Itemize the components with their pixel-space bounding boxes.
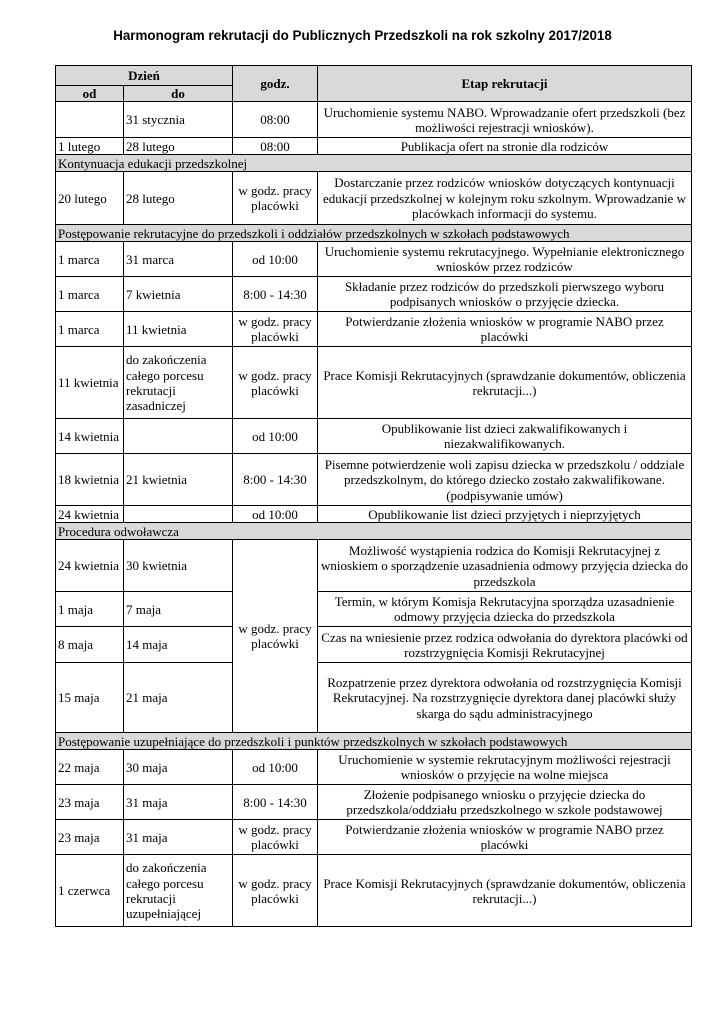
header-dzien: Dzień [56, 66, 233, 86]
cell-godz: 08:00 [233, 138, 318, 155]
cell-godz: od 10:00 [233, 750, 318, 785]
cell-godz-merged: w godz. pracy placówki [233, 540, 318, 733]
cell-do: 28 lutego [124, 138, 233, 155]
table-row [56, 419, 692, 454]
table-row [56, 540, 692, 592]
cell-godz: 8:00 - 14:30 [233, 454, 318, 506]
cell-od: 18 kwietnia [56, 454, 124, 506]
cell-od: 1 czerwca [56, 855, 124, 927]
cell-godz: w godz. pracy placówki [233, 312, 318, 347]
cell-do: 7 maja [124, 592, 233, 627]
section-title: Procedura odwoławcza [56, 523, 692, 540]
table-row [56, 242, 692, 277]
cell-godz: od 10:00 [233, 242, 318, 277]
cell-od: 14 kwietnia [56, 419, 124, 454]
cell-do: 31 stycznia [124, 102, 233, 138]
cell-do: 21 maja [124, 663, 233, 733]
table-row [56, 855, 692, 927]
cell-od: 24 kwietnia [56, 506, 124, 523]
cell-od: 8 maja [56, 627, 124, 663]
section-header [56, 523, 692, 540]
cell-do: 30 kwietnia [124, 540, 233, 592]
cell-etap: Uruchomienie systemu rekrutacyjnego. Wypełnianie elektronicznego wniosków przez rodziców [318, 242, 692, 277]
cell-od [56, 102, 124, 138]
cell-godz: od 10:00 [233, 506, 318, 523]
page-title: Harmonogram rekrutacji do Publicznych Przedszkoli na rok szkolny 2017/2018 [113, 28, 612, 43]
cell-do [124, 419, 233, 454]
table-row [56, 592, 692, 627]
cell-etap: Dostarczanie przez rodziców wniosków dotyczących kontynuacji edukacji przedszkolnej w kolejnym roku szkolnym. Wprowadzanie w placówkach informacji do systemu. [318, 172, 692, 225]
cell-od: 15 maja [56, 663, 124, 733]
cell-etap: Czas na wniesienie przez rodzica odwołania do dyrektora placówki od rozstrzygnięcia Komisji Rekrutacyjnej [318, 627, 692, 663]
cell-etap: Termin, w którym Komisja Rekrutacyjna sporządza uzasadnienie odmowy przyjęcia dziecka do przedszkola [318, 592, 692, 627]
cell-etap: Opublikowanie list dzieci zakwalifikowanych i niezakwalifikowanych. [318, 419, 692, 454]
cell-od: 23 maja [56, 820, 124, 855]
table-row [56, 820, 692, 855]
table-row [56, 312, 692, 347]
header-od: od [56, 86, 124, 102]
cell-do: 21 kwietnia [124, 454, 233, 506]
cell-etap: Prace Komisji Rekrutacyjnych (sprawdzanie dokumentów, obliczenia rekrutacji...) [318, 855, 692, 927]
cell-etap: Potwierdzanie złożenia wniosków w programie NABO przez placówki [318, 820, 692, 855]
cell-do: 30 maja [124, 750, 233, 785]
table-row [56, 627, 692, 663]
schedule-table [55, 65, 692, 927]
cell-od: 23 maja [56, 785, 124, 820]
table-row [56, 172, 692, 225]
cell-etap: Opublikowanie list dzieci przyjętych i nieprzyjętych [318, 506, 692, 523]
cell-od: 1 lutego [56, 138, 124, 155]
cell-do: 14 maja [124, 627, 233, 663]
cell-etap: Uruchomienie systemu NABO. Wprowadzanie ofert przedszkoli (bez możliwości rejestracji wniosków). [318, 102, 692, 138]
cell-do [124, 506, 233, 523]
table-row [56, 663, 692, 733]
header-do: do [124, 86, 233, 102]
cell-godz: w godz. pracy placówki [233, 855, 318, 927]
cell-godz: w godz. pracy placówki [233, 347, 318, 419]
header-row [56, 66, 692, 86]
cell-od: 1 marca [56, 242, 124, 277]
cell-od: 1 marca [56, 277, 124, 312]
cell-do: 7 kwietnia [124, 277, 233, 312]
cell-do: 28 lutego [124, 172, 233, 225]
cell-do: do zakończenia całego porcesu rekrutacji uzupełniającej [124, 855, 233, 927]
cell-godz: w godz. pracy placówki [233, 172, 318, 225]
cell-etap: Uruchomienie w systemie rekrutacyjnym możliwości rejestracji wniosków o przyjęcie na wolne miejsca [318, 750, 692, 785]
cell-do: do zakończenia całego porcesu rekrutacji zasadniczej [124, 347, 233, 419]
cell-etap: Możliwość wystąpienia rodzica do Komisji Rekrutacyjnej z wnioskiem o sporządzenie uzasadnienia odmowy przyjęcia dziecka do przedszkola [318, 540, 692, 592]
cell-godz: w godz. pracy placówki [233, 820, 318, 855]
section-header [56, 733, 692, 750]
table-row [56, 277, 692, 312]
cell-godz: 8:00 - 14:30 [233, 785, 318, 820]
cell-godz: 8:00 - 14:30 [233, 277, 318, 312]
table-row [56, 347, 692, 419]
section-title: Postępowanie uzupełniające do przedszkoli i punktów przedszkolnych w szkołach podstawowych [56, 733, 692, 750]
header-etap: Etap rekrutacji [318, 66, 692, 102]
table-row [56, 454, 692, 506]
cell-etap: Rozpatrzenie przez dyrektora odwołania od rozstrzygnięcia Komisji Rekrutacyjnej. Na rozstrzygnięcie dyrektora danej placówki służy skarga do sądu administracyjnego [318, 663, 692, 733]
cell-od: 11 kwietnia [56, 347, 124, 419]
cell-od: 24 kwietnia [56, 540, 124, 592]
section-header [56, 225, 692, 242]
cell-do: 11 kwietnia [124, 312, 233, 347]
cell-etap: Pisemne potwierdzenie woli zapisu dziecka w przedszkolu / oddziale przedszkolnym, do którego dziecko zostało zakwalifikowane. (podpisywanie umów) [318, 454, 692, 506]
cell-od: 1 maja [56, 592, 124, 627]
cell-godz: od 10:00 [233, 419, 318, 454]
cell-etap: Prace Komisji Rekrutacyjnych (sprawdzanie dokumentów, obliczenia rekrutacji...) [318, 347, 692, 419]
section-title: Postępowanie rekrutacyjne do przedszkoli i oddziałów przedszkolnych w szkołach podstawowych [56, 225, 692, 242]
cell-etap: Publikacja ofert na stronie dla rodziców [318, 138, 692, 155]
table-row [56, 102, 692, 138]
cell-do: 31 maja [124, 785, 233, 820]
cell-od: 20 lutego [56, 172, 124, 225]
table-row [56, 138, 692, 155]
table-row [56, 785, 692, 820]
section-header [56, 155, 692, 172]
table-row [56, 750, 692, 785]
header-godz: godz. [233, 66, 318, 102]
cell-od: 1 marca [56, 312, 124, 347]
cell-od: 22 maja [56, 750, 124, 785]
cell-do: 31 maja [124, 820, 233, 855]
cell-godz: 08:00 [233, 102, 318, 138]
table-row [56, 506, 692, 523]
cell-etap: Składanie przez rodziców do przedszkoli pierwszego wyboru podpisanych wniosków o przyjęcie dziecka. [318, 277, 692, 312]
cell-etap: Potwierdzanie złożenia wniosków w programie NABO przez placówki [318, 312, 692, 347]
cell-etap: Złożenie podpisanego wniosku o przyjęcie dziecka do przedszkola/oddziału przedszkolnego w szkole podstawowej [318, 785, 692, 820]
cell-do: 31 marca [124, 242, 233, 277]
section-title: Kontynuacja edukacji przedszkolnej [56, 155, 692, 172]
